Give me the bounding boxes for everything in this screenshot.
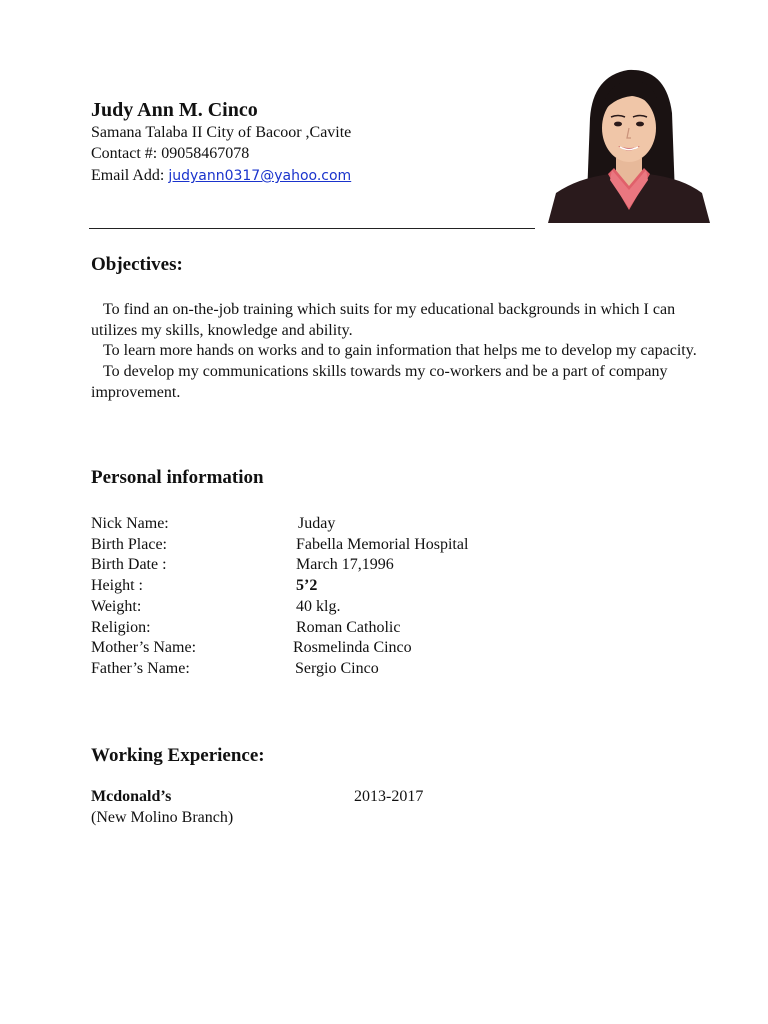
info-value-nickname: Juday	[298, 515, 336, 532]
objective-item: To find an on-the-job training which suits for my educational backgrounds in which I can utilizes my skills, knowledge and ability.	[91, 301, 676, 339]
contact-number: 09058467078	[161, 145, 250, 162]
objective-item: To learn more hands on works and to gain information that helps me to develop my capacity.	[103, 342, 697, 360]
address-line: Samana Talaba II City of Bacoor ,Cavite	[91, 124, 352, 141]
info-value-birthplace: Fabella Memorial Hospital	[296, 536, 469, 553]
work-years: 2013-2017	[354, 788, 424, 805]
info-label-mother-name: Mother’s Name:	[91, 639, 197, 656]
info-label-nickname: Nick Name:	[91, 515, 169, 532]
info-value-religion: Roman Catholic	[296, 619, 401, 636]
email-label: Email Add:	[91, 167, 169, 184]
contact-label: Contact #:	[91, 145, 162, 162]
objective-item: To develop my communications skills towards my co-workers and be a part of company improvement.	[91, 363, 668, 401]
header-divider	[89, 228, 535, 229]
profile-photo	[548, 58, 710, 223]
info-label-birthdate: Birth Date :	[91, 556, 167, 573]
info-label-religion: Religion:	[91, 619, 151, 636]
resume-name: Judy Ann M. Cinco	[91, 99, 258, 121]
info-value-birthdate: March 17,1996	[296, 556, 394, 573]
info-value-mother-name: Rosmelinda Cinco	[293, 639, 412, 656]
contact-line	[91, 145, 249, 163]
info-label-height: Height :	[91, 577, 143, 594]
info-label-father-name: Father’s Name:	[91, 660, 190, 677]
personal-info-heading: Personal information	[91, 467, 264, 488]
work-branch: (New Molino Branch)	[91, 809, 234, 826]
info-value-height: 5’2	[296, 577, 318, 594]
info-label-birthplace: Birth Place:	[91, 536, 167, 553]
info-label-weight: Weight:	[91, 598, 142, 615]
work-company: Mcdonald’s	[91, 788, 172, 805]
objectives-list	[91, 300, 721, 404]
email-link[interactable]: judyann0317@yahoo.com	[168, 168, 352, 184]
email-line	[91, 167, 351, 185]
info-value-father-name: Sergio Cinco	[295, 660, 379, 677]
profile-photo-illustration	[548, 58, 710, 223]
info-value-weight: 40 klg.	[296, 598, 341, 615]
objectives-heading: Objectives:	[91, 254, 183, 275]
work-experience-heading: Working Experience:	[91, 745, 265, 766]
